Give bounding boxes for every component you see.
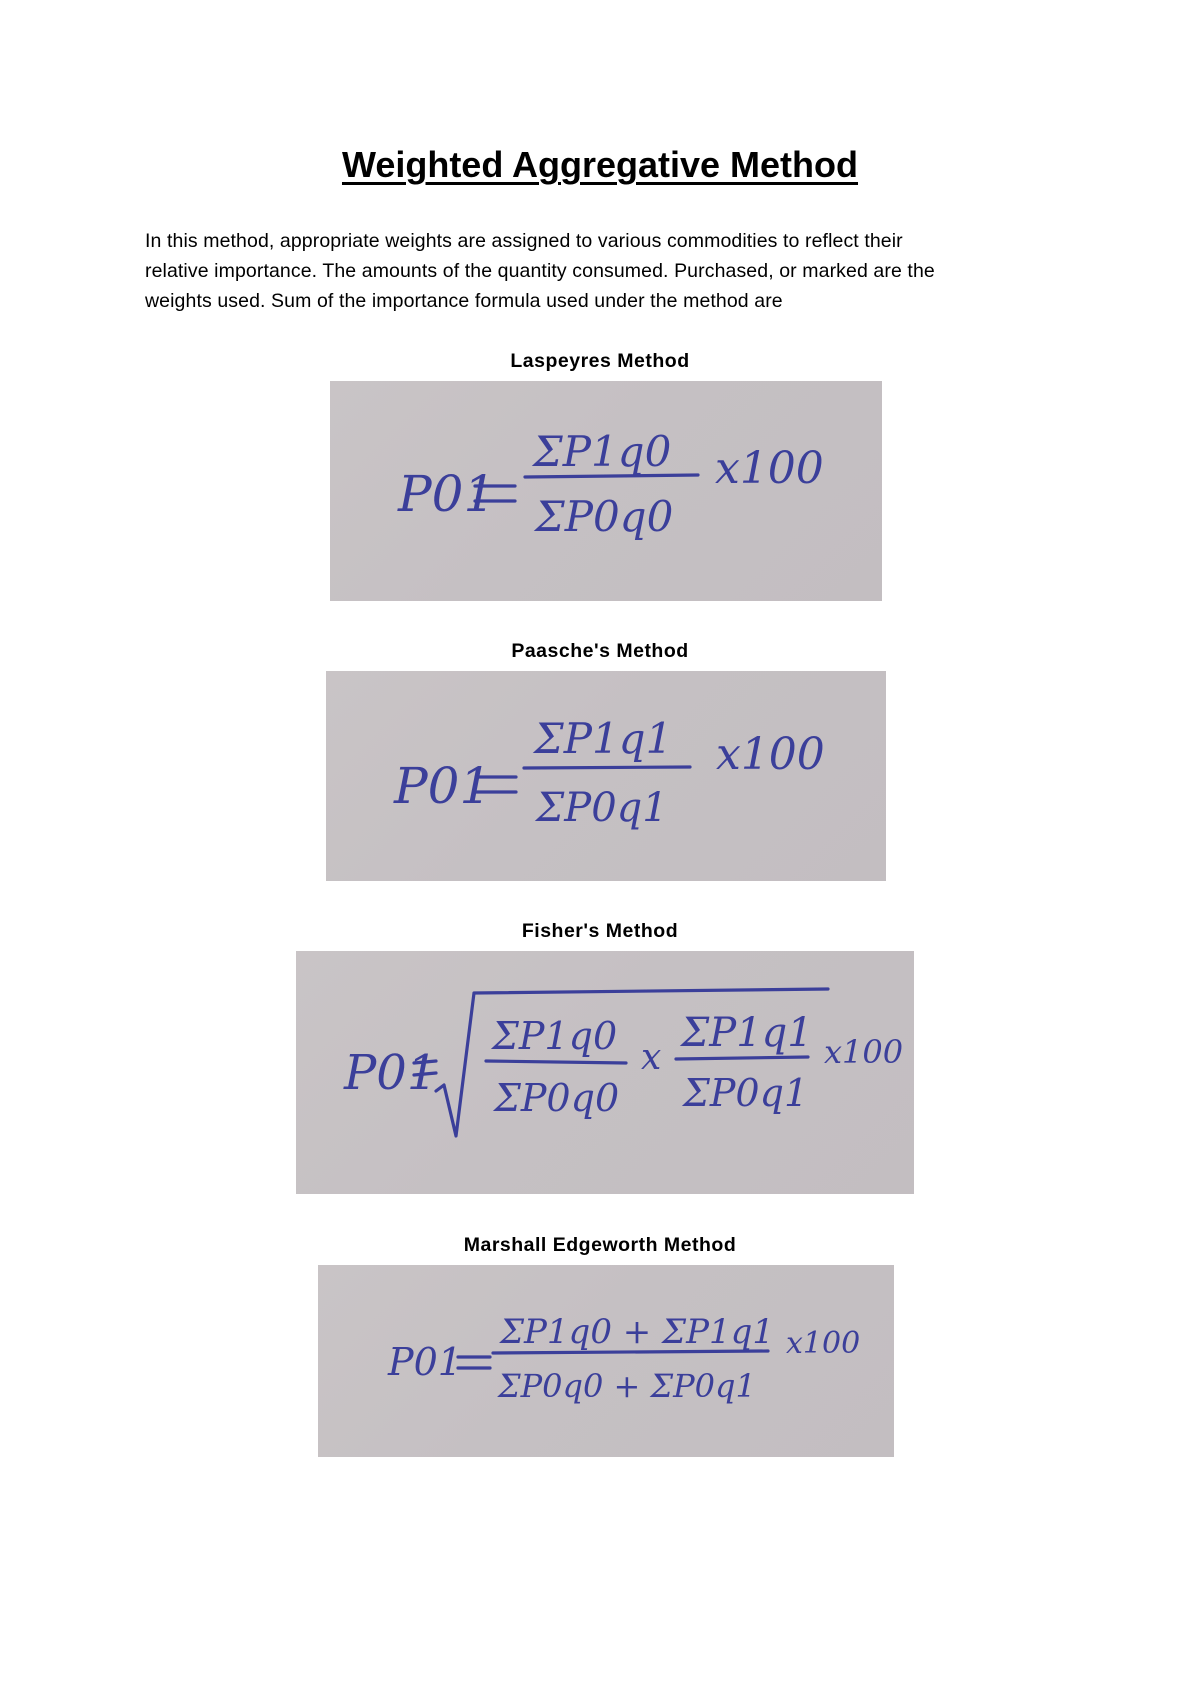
- formula-denominator-b: ΣP0q1: [683, 1071, 809, 1115]
- fraction-bar: [676, 1057, 808, 1059]
- fisher-heading: Fisher's Method: [521, 920, 679, 942]
- intro-line: weights used. Sum of the importance formula used under the method are: [145, 290, 783, 312]
- marshall-edgeworth-heading: Marshall Edgeworth Method: [463, 1234, 737, 1256]
- marshall-edgeworth-formula: [318, 1265, 894, 1457]
- formula-numerator-a: ΣP1q0: [492, 1014, 618, 1058]
- formula-numerator: ΣP1q0: [533, 427, 672, 476]
- fraction-bar: [525, 475, 698, 477]
- laspeyres-formula-image: [330, 381, 882, 601]
- paasche-heading: Paasche's Method: [511, 640, 689, 662]
- fraction-bar: [524, 767, 690, 768]
- marshall-edgeworth-formula-image: [318, 1265, 894, 1457]
- intro-line: In this method, appropriate weights are assigned to various commodities to reflect their: [145, 230, 903, 252]
- paasche-formula-image: [326, 671, 886, 881]
- formula-numerator: ΣP1q0 + ΣP1q1: [500, 1312, 774, 1352]
- formula-denominator: ΣP0q0 + ΣP0q1: [498, 1367, 756, 1405]
- formula-lhs: P01: [398, 465, 496, 523]
- formula-times: x: [641, 1037, 662, 1078]
- formula-lhs: P01: [388, 1340, 462, 1384]
- formula-multiplier: x100: [786, 1326, 861, 1361]
- laspeyres-formula: [330, 381, 882, 601]
- page-title: Weighted Aggregative Method: [341, 144, 859, 185]
- formula-denominator: ΣP0q1: [536, 785, 668, 831]
- formula-denominator: ΣP0q0: [535, 492, 674, 541]
- equals-sign: [414, 1061, 436, 1063]
- fraction-bar: [486, 1061, 626, 1063]
- formula-lhs: P01: [344, 1045, 438, 1101]
- intro-paragraph: [145, 226, 1065, 316]
- fisher-formula: [296, 951, 914, 1194]
- intro-line: relative importance. The amounts of the quantity consumed. Purchased, or marked are the: [145, 260, 935, 282]
- formula-denominator-a: ΣP0q0: [494, 1076, 620, 1120]
- fraction-bar: [493, 1351, 768, 1353]
- equals-sign: [414, 1073, 436, 1075]
- formula-numerator: ΣP1q1: [534, 714, 673, 763]
- laspeyres-heading: Laspeyres Method: [510, 350, 690, 372]
- formula-multiplier: x100: [715, 443, 824, 494]
- paasche-formula: [326, 671, 886, 881]
- formula-lhs: P01: [394, 757, 492, 815]
- formula-multiplier: x100: [824, 1033, 904, 1071]
- fisher-formula-image: [296, 951, 914, 1194]
- formula-numerator-b: ΣP1q1: [681, 1010, 813, 1056]
- formula-multiplier: x100: [716, 729, 825, 780]
